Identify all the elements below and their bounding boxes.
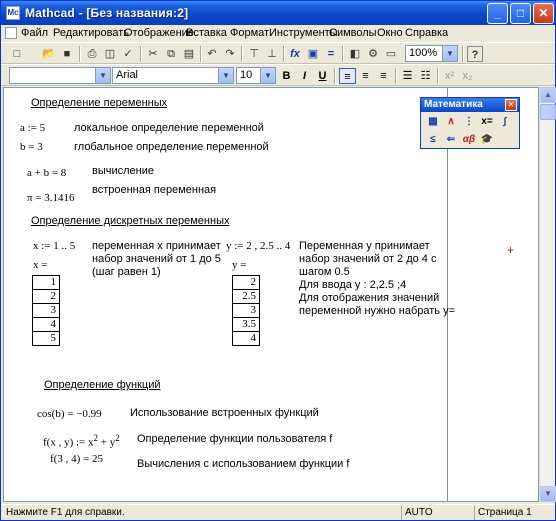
f-call-expression[interactable]: f(3 , 4) = 25 [50, 453, 103, 465]
insertion-crosshair[interactable]: + [507, 243, 515, 257]
y-values-table[interactable] [232, 275, 260, 346]
menu-file[interactable]: Файл [21, 27, 49, 39]
math-palette[interactable] [420, 97, 520, 149]
table-cell: 3.5 [233, 318, 260, 332]
font-select[interactable] [112, 67, 234, 84]
graph-icon[interactable]: ∧ [447, 116, 455, 127]
font-size-select[interactable] [236, 67, 276, 84]
run-script-icon[interactable]: ⚙ [368, 48, 378, 60]
formatting-toolbar [1, 64, 555, 86]
f-call-description[interactable]: Вычисления с использованием функции f [137, 458, 350, 470]
standard-toolbar [1, 42, 555, 64]
print-icon[interactable]: ⎙ [87, 48, 97, 60]
y-definition[interactable]: y := 2 , 2.5 .. 4 [226, 240, 291, 252]
separator [342, 46, 344, 62]
y-description-line-6[interactable]: переменной нужно набрать y= [299, 305, 455, 317]
font-size-value: 10 [240, 69, 253, 81]
f-definition-lhs: f(x , y) := x [43, 436, 94, 449]
menu-help[interactable]: Справка [405, 27, 449, 39]
x-description-line-1[interactable]: переменная x принимает [92, 240, 221, 252]
palette-title[interactable]: Математика [421, 98, 519, 112]
separator [437, 68, 439, 84]
scroll-thumb[interactable] [540, 104, 556, 120]
status-bar [1, 504, 555, 520]
b-description[interactable]: глобальное определение переменной [74, 141, 269, 153]
separator [462, 46, 464, 62]
cut-icon[interactable]: ✂ [148, 48, 158, 60]
heading-variables: Определение переменных [31, 97, 168, 109]
worksheet[interactable] [3, 87, 539, 502]
table-cell: 3 [33, 304, 60, 318]
status-hint: Нажмите F1 для справки. [6, 507, 125, 518]
x-values-table[interactable] [32, 275, 60, 346]
spell-check-icon[interactable]: ✓ [123, 48, 133, 60]
menu-window[interactable]: Окно [377, 27, 403, 39]
palette-close-icon[interactable]: ✕ [505, 99, 517, 111]
mathcad-app-icon[interactable]: Mc [6, 6, 20, 20]
numbered-list-icon[interactable]: ☷ [420, 70, 431, 82]
menu-insert[interactable]: Вставка [186, 27, 227, 39]
table-cell: 1 [33, 276, 60, 290]
calculus-icon[interactable]: ∫ [503, 116, 507, 127]
b-definition[interactable]: b = 3 [20, 141, 43, 153]
chevron-down-icon[interactable]: ▼ [442, 46, 457, 61]
y-description-line-5[interactable]: Для отображения значений [299, 292, 440, 304]
separator [334, 68, 336, 84]
f-definition-mid: + y [98, 436, 116, 449]
undo-icon[interactable]: ↶ [207, 48, 217, 60]
table-cell: 2 [233, 276, 260, 290]
insert-component-icon[interactable]: ◧ [349, 48, 361, 60]
align-left-icon[interactable]: ≡ [339, 68, 356, 84]
table-cell: 5 [33, 332, 60, 346]
menu-tools[interactable]: Инструменты [269, 27, 338, 39]
zoom-value: 100% [409, 47, 438, 59]
greek-button[interactable]: αβ [462, 134, 476, 145]
help-icon[interactable]: ? [467, 46, 483, 62]
table-cell: 2 [33, 290, 60, 304]
y-output-label[interactable]: y = [232, 259, 247, 271]
subscript-icon[interactable]: x₂ [462, 70, 473, 82]
pi-expression[interactable]: π = 3.1416 [27, 192, 75, 204]
sum-expression[interactable]: a + b = 8 [27, 167, 67, 179]
boolean-icon[interactable]: ≤ [430, 134, 436, 145]
f-exponent-x: 2 [93, 433, 98, 443]
status-page: Страница 1 [474, 506, 553, 520]
y-description-line-1[interactable]: Переменная y принимает [299, 240, 430, 252]
zoom-select[interactable] [405, 45, 458, 62]
align-top-icon[interactable]: ⊤ [249, 48, 259, 60]
paste-icon[interactable]: ▤ [183, 48, 195, 60]
scroll-down-icon[interactable]: ▼ [540, 486, 556, 502]
heading-discrete-variables: Определение дискретных переменных [31, 215, 230, 227]
bold-button[interactable]: B [282, 70, 291, 82]
status-mode: AUTO [401, 506, 471, 520]
x-description-line-2[interactable]: набор значений от 1 до 5 [92, 253, 221, 265]
table-cell: 4 [33, 318, 60, 332]
table-cell: 3 [233, 304, 260, 318]
maximize-button[interactable]: □ [510, 3, 531, 24]
minimize-button[interactable]: _ [487, 3, 508, 24]
separator [395, 68, 397, 84]
align-right-icon[interactable]: ≡ [380, 70, 387, 82]
a-definition[interactable]: a := 5 [20, 122, 46, 134]
menu-edit[interactable]: Редактировать [53, 27, 129, 39]
insert-unit-icon[interactable]: ▣ [307, 48, 319, 60]
separator [241, 46, 243, 62]
symbolic-icon[interactable]: 🎓 [480, 134, 494, 145]
italic-button[interactable]: I [302, 70, 307, 82]
separator [79, 46, 81, 62]
chevron-down-icon[interactable]: ▼ [218, 68, 233, 83]
table-cell: 2.5 [233, 290, 260, 304]
redo-icon[interactable]: ↷ [225, 48, 235, 60]
evaluation-button[interactable]: x= [481, 116, 493, 127]
menu-symbolics[interactable]: Символы [329, 27, 377, 39]
underline-button[interactable]: U [318, 70, 327, 82]
separator [200, 46, 202, 62]
menu-bar [1, 25, 555, 42]
bullet-list-icon[interactable]: ☰ [402, 70, 413, 82]
x-description-line-3[interactable]: (шаг равен 1) [92, 266, 161, 278]
new-document-icon[interactable]: □ [13, 48, 21, 60]
y-description-line-3[interactable]: шагом 0.5 [299, 266, 350, 278]
f-definition[interactable] [43, 433, 120, 449]
align-down-icon[interactable]: ⊥ [267, 48, 277, 60]
a-description[interactable]: локальное определение переменной [74, 122, 264, 134]
pi-description[interactable]: встроенная переменная [92, 184, 217, 196]
vertical-scrollbar[interactable] [539, 87, 555, 502]
separator [140, 46, 142, 62]
copy-icon[interactable]: ⧉ [167, 48, 175, 60]
y-description-line-2[interactable]: набор значений от 2 до 4 с [299, 253, 437, 265]
chevron-down-icon[interactable]: ▼ [95, 68, 110, 83]
cos-expression[interactable]: cos(b) = −0.99 [37, 408, 102, 420]
chevron-down-icon[interactable]: ▼ [260, 68, 275, 83]
document-icon[interactable] [5, 27, 17, 39]
separator [283, 46, 285, 62]
print-preview-icon[interactable]: ◫ [104, 48, 116, 60]
x-definition[interactable]: x := 1 .. 5 [33, 240, 76, 252]
title-bar [1, 1, 555, 25]
open-folder-icon[interactable]: 📂 [42, 48, 56, 60]
style-select[interactable] [9, 67, 111, 84]
menu-format[interactable]: Формат [230, 27, 270, 39]
scroll-up-icon[interactable]: ▲ [540, 87, 556, 103]
save-icon[interactable]: ■ [63, 48, 71, 60]
programming-icon[interactable]: ⇐ [446, 134, 456, 145]
superscript-icon[interactable]: x² [444, 70, 455, 82]
sum-description[interactable]: вычисление [92, 165, 154, 177]
page-margin-line [447, 88, 448, 502]
table-cell: 4 [233, 332, 260, 346]
y-description-line-4[interactable]: Для ввода y : 2,2.5 ;4 [299, 279, 407, 291]
f-exponent-y: 2 [115, 433, 120, 443]
x-output-label[interactable]: x = [33, 259, 48, 271]
font-value: Arial [116, 69, 139, 81]
window-title: Mathcad - [Без названия:2] [25, 6, 189, 20]
calculate-icon[interactable]: = [327, 48, 335, 60]
insert-function-icon[interactable]: fx [290, 48, 300, 60]
menu-view[interactable]: Отображение [124, 27, 194, 39]
f-description[interactable]: Определение функции пользователя f [137, 433, 333, 445]
matrix-icon[interactable]: ⋮ [464, 116, 474, 127]
close-button[interactable]: ✕ [533, 3, 554, 24]
cos-description[interactable]: Использование встроенных функций [130, 407, 319, 419]
calculator-icon[interactable]: ▦ [428, 116, 438, 127]
align-center-icon[interactable]: ≡ [362, 70, 369, 82]
resource-center-icon[interactable]: ▭ [385, 48, 397, 60]
heading-functions: Определение функций [44, 379, 161, 391]
